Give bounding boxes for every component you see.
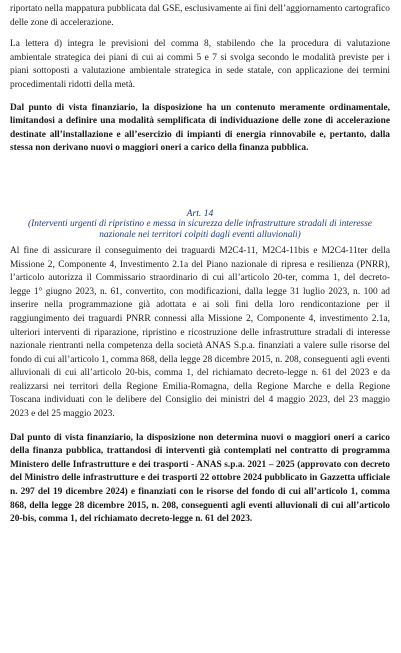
article-number: Art. 14 <box>186 207 214 219</box>
paragraph-financial-note: Dal punto di vista finanziario, la disposizione ha un contenuto meramente ordinamentale, limitandosi a definire una modalità semplificata di individuazione delle zone di accelerazione destinate all’installazione e all’esercizio di impianti di energia rinnovabile e, pertanto, dalla stessa non derivano nuovi o maggiori oneri a carico della finanza pubblica. <box>10 102 390 154</box>
article-financial-note: Dal punto di vista finanziario, la disposizione non determina nuovi o maggiori oneri a carico della finanza pubblica, trattandosi di interventi già contemplati nel contratto di programma Ministero delle Infrastrutture e dei trasporti - ANAS s.p.a. 2021 – 2025 (approvato con decreto del Ministro delle infrastrutture e dei trasporti 22 ottobre 2024 pubblicato in Gazzetta ufficiale n. 297 del 19 dicembre 2024) e finanziati con le risorse del fondo di cui all’articolo 1, comma 868, della legge 28 dicembre 2015, n. 208, conseguenti agli eventi alluvionali di cui all’articolo 20-bis, comma 1, del richiamato decreto-legge n. 61 del 2023. <box>10 432 390 525</box>
paragraph-letter-d: La lettera d) integra le previsioni del comma 8, stabilendo che la procedura di valutazione ambientale strategica dei piani di cui ai commi 5 e 7 si svolga secondo le modalità previste per i piani sottoposti a valutazione ambientale strategica in sede statale, con applicazione dei termini procedimentali ridotti della metà. <box>10 39 390 90</box>
article-heading <box>10 208 390 241</box>
article-title: (Interventi urgenti di ripristino e messa in sicurezza delle infrastrutture stradali di interesse nazionale nei territori colpiti dagli eventi alluvionali) <box>28 218 372 240</box>
article-body-paragraph: Al fine di assicurare il conseguimento dei traguardi M2C4-11, M2C4-11bis e M2C4-11ter della Missione 2, Componente 4, Investimento 2.1a del Piano nazionale di ripresa e resilienza (PNRR), l’articolo autorizza il Commissario straordinario di cui all’articolo 20-ter, comma 1, del decreto-legge 1° giugno 2023, n. 61, convertito, con modificazioni, dalla legge 31 luglio 2023, n. 100 ad inserire nella programmazione già adottata e ai soli fini della loro rendicontazione per il raggiungimento dei traguardi PNRR connessi alla Missione 2, Componente 4, investimento 2.1a, ulteriori interventi di riparazione, ripristino e ricostruzione delle infrastrutture stradali di interesse nazionale rientranti nella competenza della società ANAS S.p.a. finanziati a valere sulle risorse del fondo di cui all’articolo 1, comma 868, della legge 28 dicembre 2015, n. 208, conseguenti agli eventi alluvionali di cui all’articolo 20-bis, comma 1, del richiamato decreto-legge n. 61 del 2023 e da realizzarsi nei territori della Regione Emilia-Romagna, della Regione Marche e della Regione Toscana individuati con le delibere del Consiglio dei ministri del 4 maggio 2023, del 23 maggio 2023 e del 25 maggio 2023. <box>10 245 390 420</box>
paragraph-continuation: riportato nella mappatura pubblicata dal GSE, esclusivamente ai fini dell’aggiornamento cartografico delle zone di accelerazione. <box>10 4 390 28</box>
